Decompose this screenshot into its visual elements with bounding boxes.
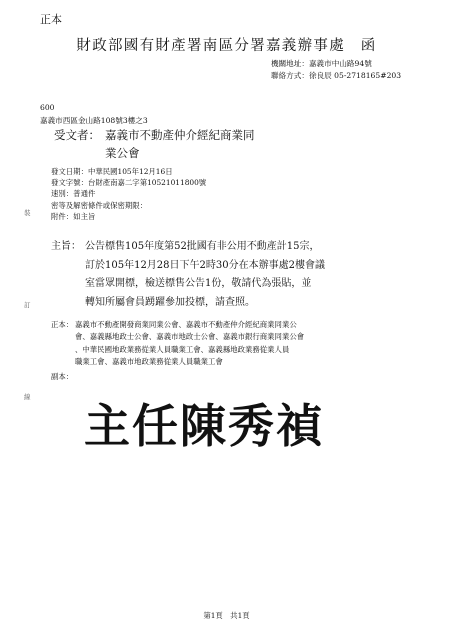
recipient-name-line2: 業公會 [105,146,140,160]
recipient-address: 嘉義市西區金山路108號3樓之3 [40,116,148,125]
contact-person: 聯絡方式：徐良辰 05-2718165#203 [271,71,402,80]
subject [51,238,416,312]
subject-line: 轉知所屬會員踴躍參加投標，請查照。 [85,296,255,308]
signature-text: 主任陳秀禎 [84,399,324,452]
signature-stamp [84,396,334,456]
binding-mark: 裝 [24,209,31,217]
urgency: 速別：普通件 [51,189,96,199]
document-number: 發文字號：台財產南嘉二字第10521011800號 [51,178,207,188]
issue-date: 發文日期：中華民國105年12月16日 [51,167,173,176]
subject-line: 室當眾開標，檢送標售公告1份，敬請代為張貼，並 [85,278,312,289]
binding-mark: 訂 [24,301,31,309]
page-number: 第1頁 共1頁 [203,611,250,620]
signature-image [84,396,334,452]
recipient-zip: 600 [40,103,55,112]
cc-label: 正本： [51,320,74,329]
document-title: 財政部國有財產署南區分署嘉義辦事處 函 [76,38,377,54]
cc-line: 職業工會、嘉義市地政業務從業人員職業工會 [75,357,223,367]
cc-line: 嘉義市不動產開發商業同業公會、嘉義市不動產仲介經紀商業同業公 [75,320,297,329]
contact-block [271,58,401,82]
agency-address: 機關地址：嘉義市中山路94號 [271,59,372,68]
recipient-name-line1: 嘉義市不動產仲介經紀商業同 [105,128,255,142]
copy-mark: 正本 [40,13,62,26]
cc-line: 會、嘉義縣地政士公會、嘉義市地政士公會、嘉義市銀行商業同業公會 [75,332,305,342]
recipient [54,126,255,162]
subject-line: 公告標售105年度第52批國有非公用不動產計15宗， [85,241,320,252]
cc-recipients [51,319,421,369]
subject-line: 訂於105年12月28日下午2時30分在本辦事處2樓會議 [85,259,325,271]
document-meta [51,166,206,222]
recipient-label: 受文者： [54,128,100,142]
cc-line: 、中華民國地政業務從業人員職業工會、嘉義縣地政業務從業人員 [75,344,290,354]
subject-label: 主旨： [51,241,81,252]
attachment: 附件：如主旨 [51,211,96,221]
confidentiality: 密等及解密條件或保密期限： [51,200,148,210]
bcc-label: 副本： [51,372,74,381]
binding-mark: 線 [24,393,31,401]
